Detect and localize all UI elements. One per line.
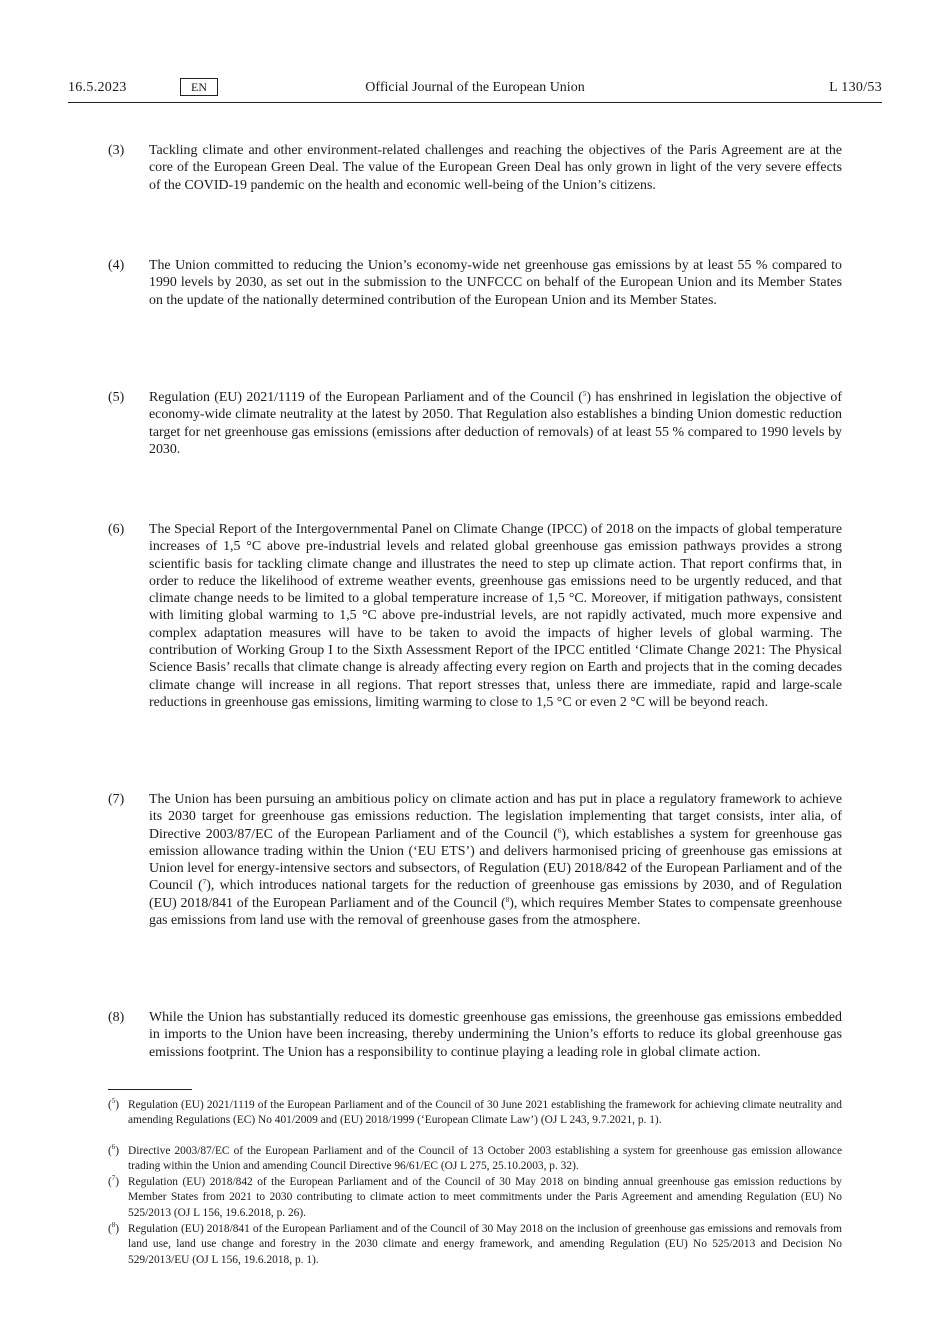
- recital-number: (4): [108, 258, 125, 273]
- recital-7: [108, 791, 842, 929]
- footnote-ref-5[interactable]: 5: [582, 390, 587, 398]
- recital-number: (7): [108, 792, 125, 807]
- footnote-divider: [108, 1089, 192, 1090]
- page-reference: L 130/53: [829, 80, 882, 95]
- recital-text: Tackling climate and other environment-related challenges and reaching the objectives of the Paris Agreement are at the core of the European Green Deal. The value of the European Green Deal has only grown in light of the very severe effects of the COVID-19 pandemic on the health and economic well-being of the Union’s citizens.: [149, 143, 842, 193]
- footnote-6: [108, 1144, 842, 1175]
- footnote-5: [108, 1098, 842, 1129]
- footnote-ref-7[interactable]: 7: [202, 878, 207, 887]
- footnote-text: Directive 2003/87/EC of the European Parliament and of the Council of 13 October 2003 establishing a system for greenhouse gas emission allowance trading within the Union and amending Council Directive 96/61/EC (OJ L 275, 25.10.2003, p. 32).: [128, 1145, 842, 1173]
- recital-8: [108, 1009, 842, 1061]
- footnote-ref-8[interactable]: 8: [505, 895, 510, 904]
- language-badge: EN: [180, 78, 218, 96]
- recital-text: While the Union has substantially reduced its domestic greenhouse gas emissions, the greenhouse gas emissions embedded in imports to the Union have been increasing, thereby undermining the Union’s efforts to reduce its global greenhouse gas emissions footprint. The Union has a responsibility to continue playing a leading role in global climate action.: [149, 1010, 842, 1060]
- recital-text: The Union has been pursuing an ambitious policy on climate action and has put in place a regulatory framework to achieve its 2030 target for greenhouse gas emissions reduction. The legislation implementing that target consists, inter alia, of Directive 2003/87/EC of the European Parliament and of the Council ($^6$), which establishes a system for greenhouse gas emission allowance trading within the Union (‘EU ETS’) and delivers harmonised pricing of greenhouse gas emissions at Union level for energy-intensive sectors and subsectors, of Regulation (EU) 2018/842 of the European Parliament and of the Council ($^7$), which introduces national targets for the reduction of greenhouse gas emissions by 2030, and of Regulation (EU) 2018/841 of the European Parliament and of the Council ($^8$), which requires Member States to compensate greenhouse gas emissions from land use with the removal of greenhouse gases from the atmosphere.: [149, 792, 842, 929]
- footnote-7: [108, 1175, 842, 1221]
- footnote-8: [108, 1222, 842, 1268]
- footnote-mark: ($^7$): [108, 1174, 120, 1188]
- recital-5: [108, 389, 842, 458]
- footnote-mark: ($^8$): [108, 1221, 120, 1235]
- recital-number: (6): [108, 522, 125, 537]
- footnote-text: Regulation (EU) 2021/1119 of the European Parliament and of the Council of 30 June 2021 establishing the framework for achieving climate neutrality and amending Regulations (EC) No 401/2009 and (EU) 2018/1999 (‘European Climate Law’) (OJ L 243, 9.7.2021, p. 1).: [128, 1099, 842, 1127]
- recital-3: [108, 142, 842, 194]
- recital-text: The Special Report of the Intergovernmental Panel on Climate Change (IPCC) of 2018 on the impacts of global temperature increases of 1,5 °C above pre-industrial levels and related global greenhouse gas emission pathways provides a strong scientific basis for tackling climate change and illustrates the need to step up climate action. That report confirms that, in order to reduce the likelihood of extreme weather events, greenhouse gas emissions need to be urgently reduced, and that climate change needs to be limited to a global temperature increase of 1,5 °C. Moreover, if mitigation pathways, consistent with limiting global warming to 1,5 °C above pre-industrial levels, are not rapidly activated, much more expensive and complex adaptation measures will have to be taken to avoid the impacts of higher levels of global warming. The contribution of Working Group I to the Sixth Assessment Report of the IPCC entitled ‘Climate Change 2021: The Physical Science Basis’ recalls that climate change is already affecting every region on Earth and projects that in the coming decades climate change will increase in all regions. That report stresses that, unless there are immediate, rapid and large-scale reductions in greenhouse gas emissions, limiting warming to close to 1,5 °C or even 2 °C will be beyond reach.: [149, 522, 842, 710]
- publication-date: 16.5.2023: [68, 80, 127, 95]
- footnote-text: Regulation (EU) 2018/841 of the European Parliament and of the Council of 30 May 2018 on the inclusion of greenhouse gas emissions and removals from land use, land use change and forestry in the 2030 climate and energy framework, and amending Regulation (EU) No 525/2013 and Decision No 529/2013/EU (OJ L 156, 19.6.2018, p. 1).: [128, 1223, 842, 1266]
- footnote-ref-6[interactable]: 6: [557, 826, 562, 835]
- footnote-mark: ($^5$): [108, 1097, 120, 1111]
- recital-number: (3): [108, 143, 125, 158]
- recital-text: Regulation (EU) 2021/1119 of the European Parliament and of the Council ($^5$) has enshrined in legislation the objective of economy-wide climate neutrality at the latest by 2050. That Regulation also establishes a binding Union domestic reduction target for net greenhouse gas emissions (emissions after deduction of removals) of at least 55 % compared to 1990 levels by 2030.: [149, 390, 842, 457]
- recital-4: [108, 257, 842, 309]
- recital-number: (5): [108, 390, 125, 405]
- journal-title: Official Journal of the European Union: [365, 80, 585, 95]
- footnote-text: Regulation (EU) 2018/842 of the European Parliament and of the Council of 30 May 2018 on binding annual greenhouse gas emission reductions by Member States from 2021 to 2030 contributing to climate action to meet commitments under the Paris Agreement and amending Regulation (EU) No 525/2013 (OJ L 156, 19.6.2018, p. 26).: [128, 1176, 842, 1219]
- recital-text: The Union committed to reducing the Union’s economy-wide net greenhouse gas emissions by at least 55 % compared to 1990 levels by 2030, as set out in the submission to the UNFCCC on behalf of the European Union and its Member States on the update of the nationally determined contribution of the European Union and its Member States.: [149, 258, 842, 308]
- page-header: [68, 78, 882, 103]
- recital-number: (8): [108, 1010, 125, 1025]
- recital-6: [108, 521, 842, 711]
- footnote-mark: ($^6$): [108, 1143, 120, 1157]
